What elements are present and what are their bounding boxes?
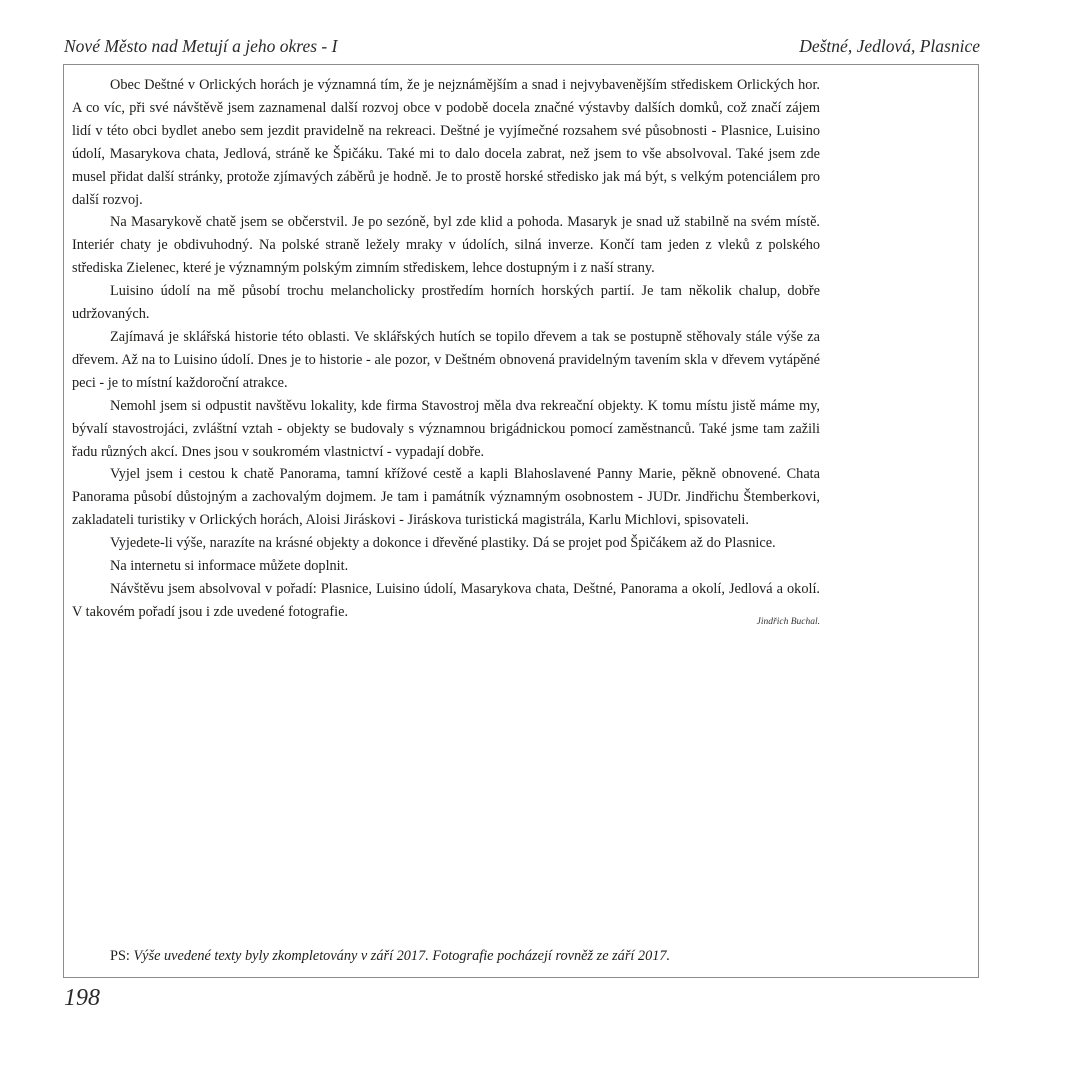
postscript-note [110, 948, 670, 965]
article-paragraph: Vyjel jsem i cestou k chatě Panorama, tamní křížové cestě a kapli Blahoslavené Panny Marie, pěkně obnovené. Chata Panorama působí důstojným a zachovalým dojmem. Je tam i památník významným osobnostem - JUDr. Jindřichu Štemberkovi, zakladateli turistiky v Orlických horách, Aloisi Jiráskovi - Jiráskova turistická magistrála, Karlu Michlovi, spisovateli. [72, 466, 820, 529]
article-paragraph: Na Masarykově chatě jsem se občerstvil. Je po sezóně, byl zde klid a pohoda. Masaryk je snad už stabilně na svém místě. Interiér chaty je obdivuhodný. Na polské straně ležely mraky v údolích, silná inverze. Končí tam jeden z vleků z polského střediska Zielenec, které je významným polským zimním střediskem, lehce dostupným i z naší strany. [72, 214, 820, 277]
author-signature: Jindřich Buchal. [756, 617, 820, 627]
running-header [64, 36, 980, 60]
article-paragraph: Na internetu si informace můžete doplnit. [110, 558, 349, 575]
postscript-text: Výše uvedené texty byly zkompletovány v září 2017. Fotografie pocházejí rovněž ze září 2017. [133, 948, 671, 964]
article-paragraph: Návštěvu jsem absolvoval v pořadí: Plasnice, Luisino údolí, Masarykova chata, Deštné, Panorama a okolí, Jedlová a okolí. V takovém pořadí jsou i zde uvedené fotografie. [72, 580, 820, 620]
article-paragraph: Obec Deštné v Orlických horách je významná tím, že je nejznámějším a snad i nejvybavenějším střediskem Orlických hor. A co víc, při své návštěvě jsem zaznamenal další rozvoj obce v podobě docela značné výstavby dalších domků, což značí zájem lidí v této obci bydlet anebo sem jezdit pravidelně na rekreaci. Deštné je vyjímečné rozsahem své působnosti - Plasnice, Luisino údolí, Masarykova chata, Jedlová, stráně ke Špičáku. Také mi to dalo docela zabrat, než jsem to vše absolvoval. Také jsem zde musel přidat další stránky, protože zjímavých záběrů je hodně. Je to prostě horské středisko jak má být, s velkým potenciálem pro další rozvoj. [72, 77, 820, 208]
article-paragraph: Vyjedete-li výše, narazíte na krásné objekty a dokonce i dřevěné plastiky. Dá se projet pod Špičákem až do Plasnice. [110, 535, 776, 552]
article-paragraph: Nemohl jsem si odpustit navštěvu lokality, kde firma Stavostroj měla dva rekreační objekty. K tomu místu jistě máme my, bývalí stavostrojáci, zvláštní vztah - objekty se budovaly s významnou brigádnickou pomocí zaměstnanců. Také jsme tam zažili řadu různých akcí. Dnes jsou v soukromém vlastnictví - vypadají dobře. [72, 397, 820, 460]
page-number: 198 [64, 985, 100, 1011]
book-title-header: Nové Město nad Metují a jeho okres - I [64, 36, 338, 56]
chapter-title-header: Deštné, Jedlová, Plasnice [799, 36, 980, 56]
article-paragraph: Zajímavá je sklářská historie této oblasti. Ve sklářských hutích se topilo dřevem a tak se postupně stěhovaly stále výše za dřevem. Až na to Luisino údolí. Dnes je to historie - ale pozor, v Deštném obnovená pravidelným tavením skla v dřevem vytápěné peci - je to místní každoroční atrakce. [72, 328, 820, 391]
article-body [72, 74, 820, 624]
postscript-prefix: PS: [110, 948, 134, 964]
article-paragraph: Luisino údolí na mě působí trochu melancholicky prostředím horních horských partií. Je tam několik chalup, dobře udržovaných. [72, 283, 820, 323]
